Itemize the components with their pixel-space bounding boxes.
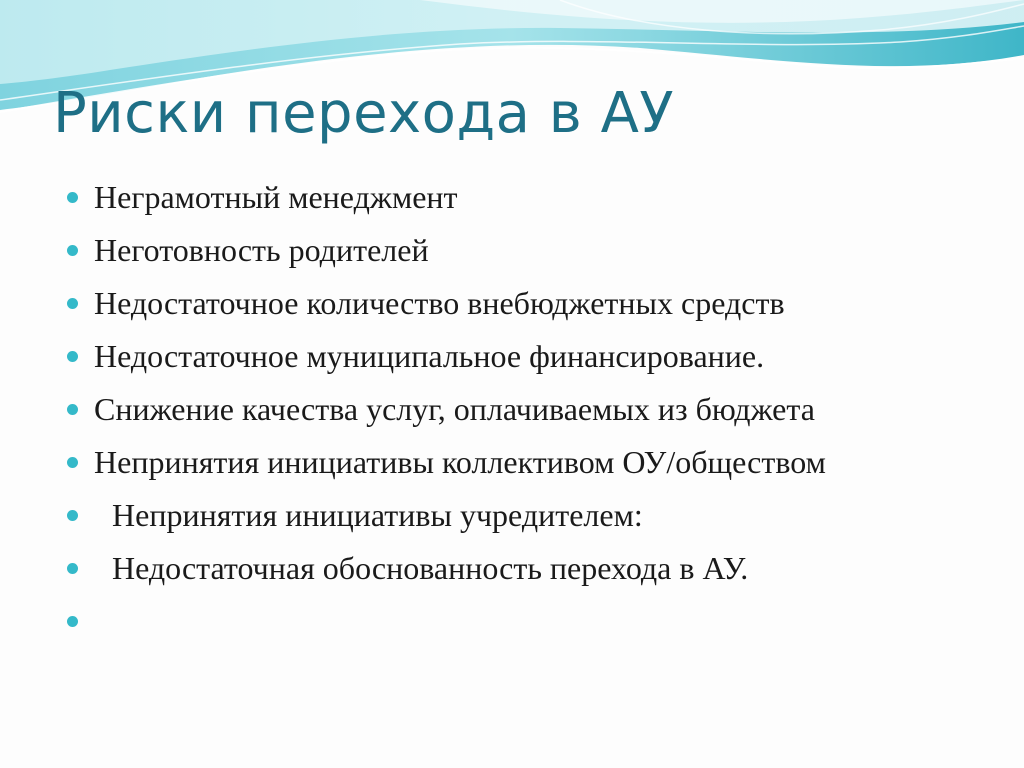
bullet-item	[64, 387, 854, 431]
bullet-item-empty	[64, 599, 964, 643]
bullet-item	[64, 281, 964, 325]
bullet-dot-icon	[67, 192, 78, 203]
bullet-item	[64, 228, 964, 272]
bullet-dot-icon	[67, 563, 78, 574]
bullet-dot-icon	[67, 457, 78, 468]
bullet-dot-icon	[67, 616, 78, 627]
bullet-item	[64, 546, 964, 590]
bullet-dot-icon	[67, 245, 78, 256]
bullet-text: Непринятия инициативы коллективом ОУ/обществом	[94, 444, 826, 480]
bullet-list	[64, 175, 964, 652]
bullet-item	[64, 334, 964, 378]
slide-title: Риски перехода в АУ	[53, 81, 675, 146]
bullet-item	[64, 440, 854, 484]
bullet-text: Снижение качества услуг, оплачиваемых из бюджета	[94, 391, 815, 427]
bullet-dot-icon	[67, 510, 78, 521]
bullet-text: Неграмотный менеджмент	[94, 179, 458, 215]
bullet-dot-icon	[67, 404, 78, 415]
bullet-text: Неготовность родителей	[94, 232, 429, 268]
bullet-item	[64, 175, 964, 219]
bullet-dot-icon	[67, 298, 78, 309]
bullet-item	[64, 493, 964, 537]
bullet-text: Непринятия инициативы учредителем:	[112, 497, 643, 533]
bullet-text: Недостаточное муниципальное финансирование.	[94, 338, 765, 374]
bullet-text: Недостаточное количество внебюджетных средств	[94, 285, 785, 321]
bullet-text: Недостаточная обоснованность перехода в АУ.	[112, 550, 749, 586]
bullet-dot-icon	[67, 351, 78, 362]
